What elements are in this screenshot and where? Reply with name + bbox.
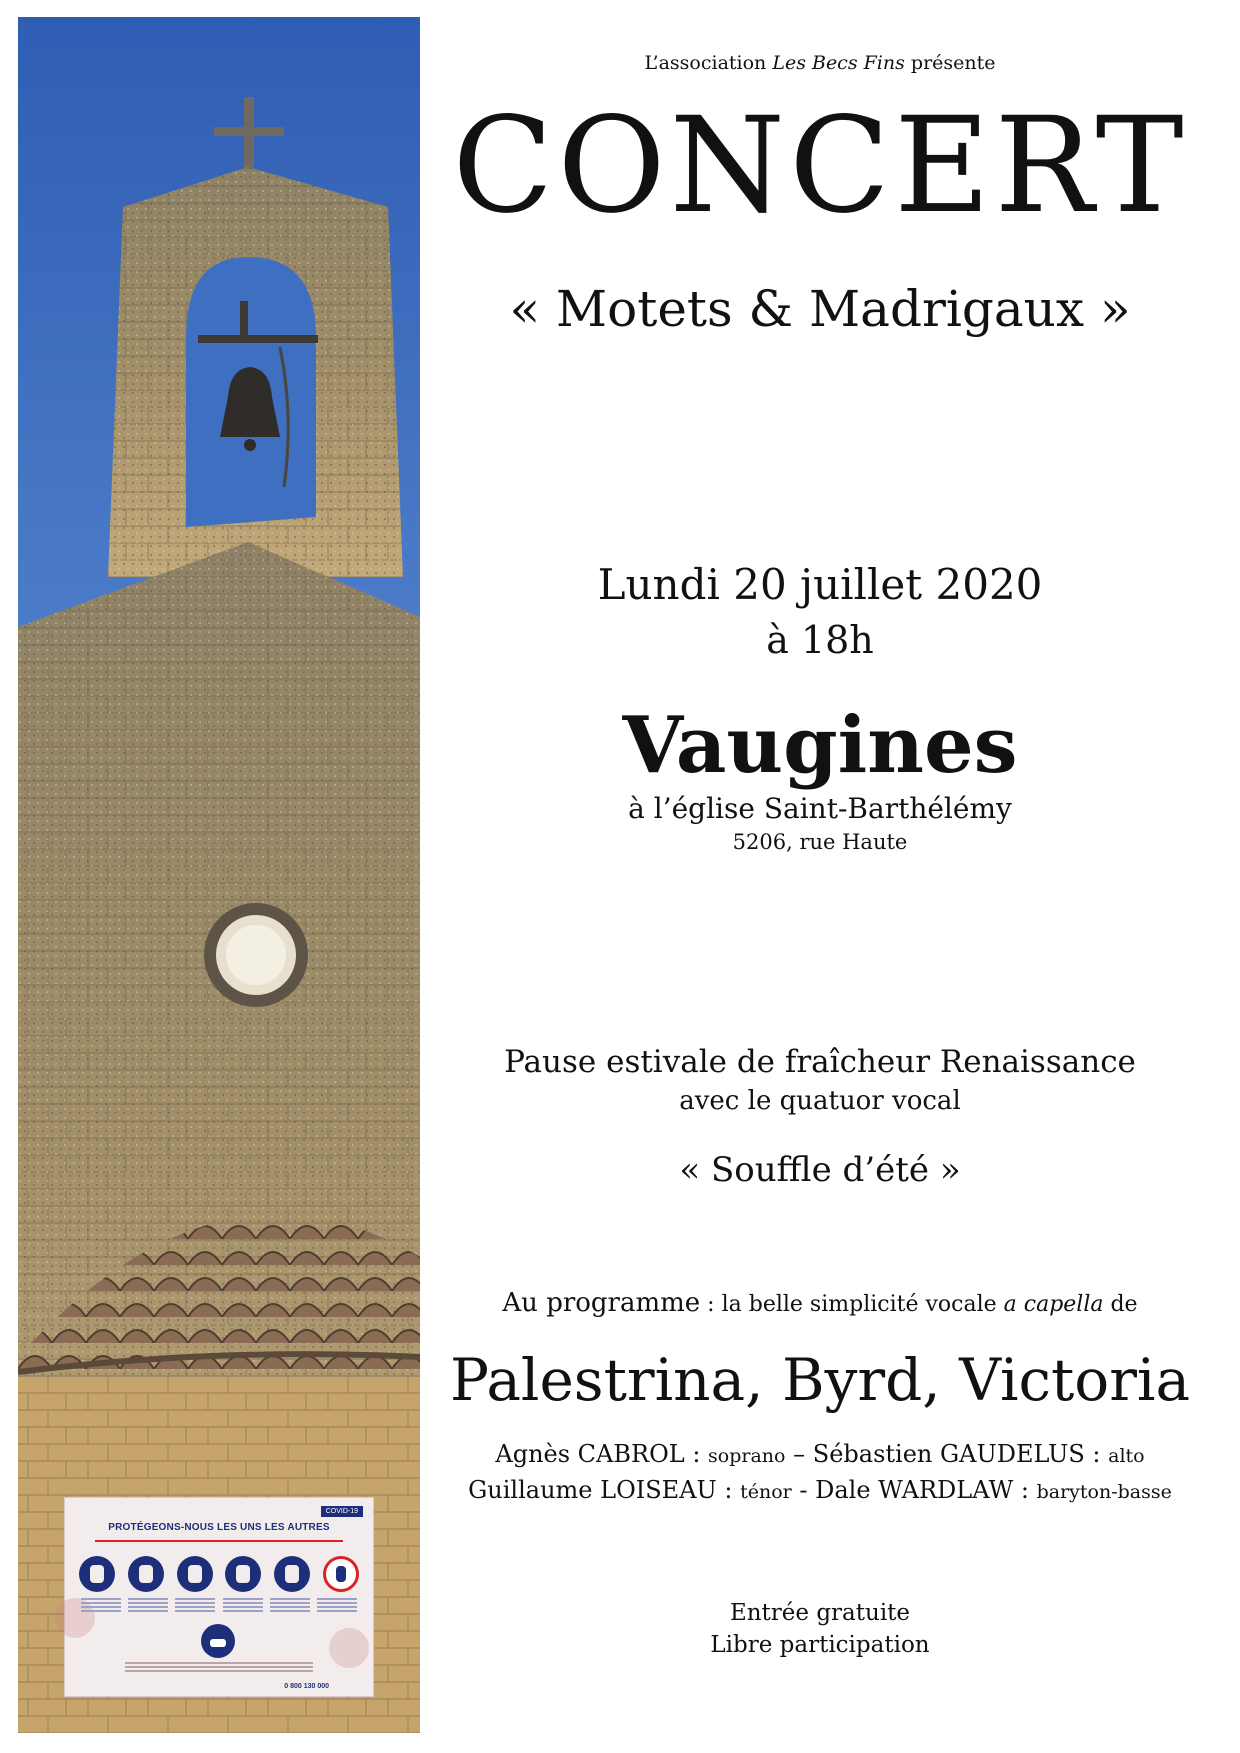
- singers-line-1: Agnès CABROL : soprano – Sébastien GAUDELUS : alto: [495, 1440, 1145, 1468]
- covid-tag: COVID-19: [321, 1506, 363, 1517]
- virus-graphic: [329, 1628, 369, 1668]
- covid-captions: [77, 1598, 361, 1612]
- church-bell-tower-photo: [18, 17, 420, 1733]
- free-participation: Libre participation: [710, 1632, 930, 1658]
- bell-tower: [108, 167, 403, 577]
- distance-icon: [274, 1556, 310, 1592]
- ensemble-name: « Souffle d’été »: [679, 1150, 961, 1190]
- ensemble-intro: avec le quatuor vocal: [679, 1086, 961, 1116]
- covid-divider: [95, 1540, 343, 1542]
- program-italic: a capella: [1003, 1292, 1104, 1317]
- singers-line-2: Guillaume LOISEAU : ténor - Dale WARDLAW : baryton-basse: [468, 1476, 1172, 1504]
- program-line: [440, 1288, 1200, 1318]
- no-handshake-icon: [225, 1556, 261, 1592]
- singer-role: alto: [1108, 1445, 1145, 1467]
- concert-subtitle: « Motets & Madrigaux »: [509, 280, 1131, 338]
- concert-town: Vaugines: [622, 700, 1018, 791]
- covid-poster: [64, 1497, 374, 1697]
- presents-prefix: L’association: [644, 52, 773, 74]
- program-text: : la belle simplicité vocale: [700, 1292, 1004, 1317]
- tissue-icon: [177, 1556, 213, 1592]
- poster-text-column: [440, 0, 1200, 1753]
- mask-icon: [201, 1624, 235, 1658]
- singer-name: Guillaume LOISEAU: [468, 1476, 717, 1504]
- covid-icons: [73, 1556, 365, 1592]
- venue-address: 5206, rue Haute: [732, 830, 908, 854]
- presenter-line: [440, 52, 1200, 74]
- concert-description: Pause estivale de fraîcheur Renaissance: [504, 1044, 1136, 1080]
- covid-footer-text: [125, 1662, 313, 1672]
- concert-date: Lundi 20 juillet 2020: [597, 560, 1043, 609]
- singer-role: ténor: [740, 1481, 792, 1503]
- no-touch-face-icon: [323, 1556, 359, 1592]
- composers: Palestrina, Byrd, Victoria: [449, 1346, 1191, 1414]
- covid-headline: PROTÉGEONS-NOUS LES UNS LES AUTRES: [108, 1522, 330, 1533]
- concert-time: à 18h: [766, 618, 874, 662]
- wash-hands-icon: [128, 1556, 164, 1592]
- singer-role: baryton-basse: [1036, 1481, 1172, 1503]
- organization-name: Les Becs Fins: [772, 52, 905, 74]
- program-label: Au programme: [502, 1288, 701, 1318]
- singer-name: Dale WARDLAW: [815, 1476, 1014, 1504]
- cough-elbow-icon: [79, 1556, 115, 1592]
- presents-suffix: présente: [904, 52, 996, 74]
- page-title: CONCERT: [452, 89, 1188, 243]
- singer-role: soprano: [708, 1445, 786, 1467]
- singer-name: Sébastien GAUDELUS: [812, 1440, 1085, 1468]
- program-end: de: [1103, 1292, 1138, 1317]
- singer-name: Agnès CABROL: [495, 1440, 685, 1468]
- entry-free: Entrée gratuite: [729, 1600, 911, 1626]
- photo-illustration: [18, 17, 420, 1733]
- covid-phone: 0 800 130 000: [284, 1683, 329, 1690]
- venue-church: à l’église Saint-Barthélémy: [628, 792, 1012, 825]
